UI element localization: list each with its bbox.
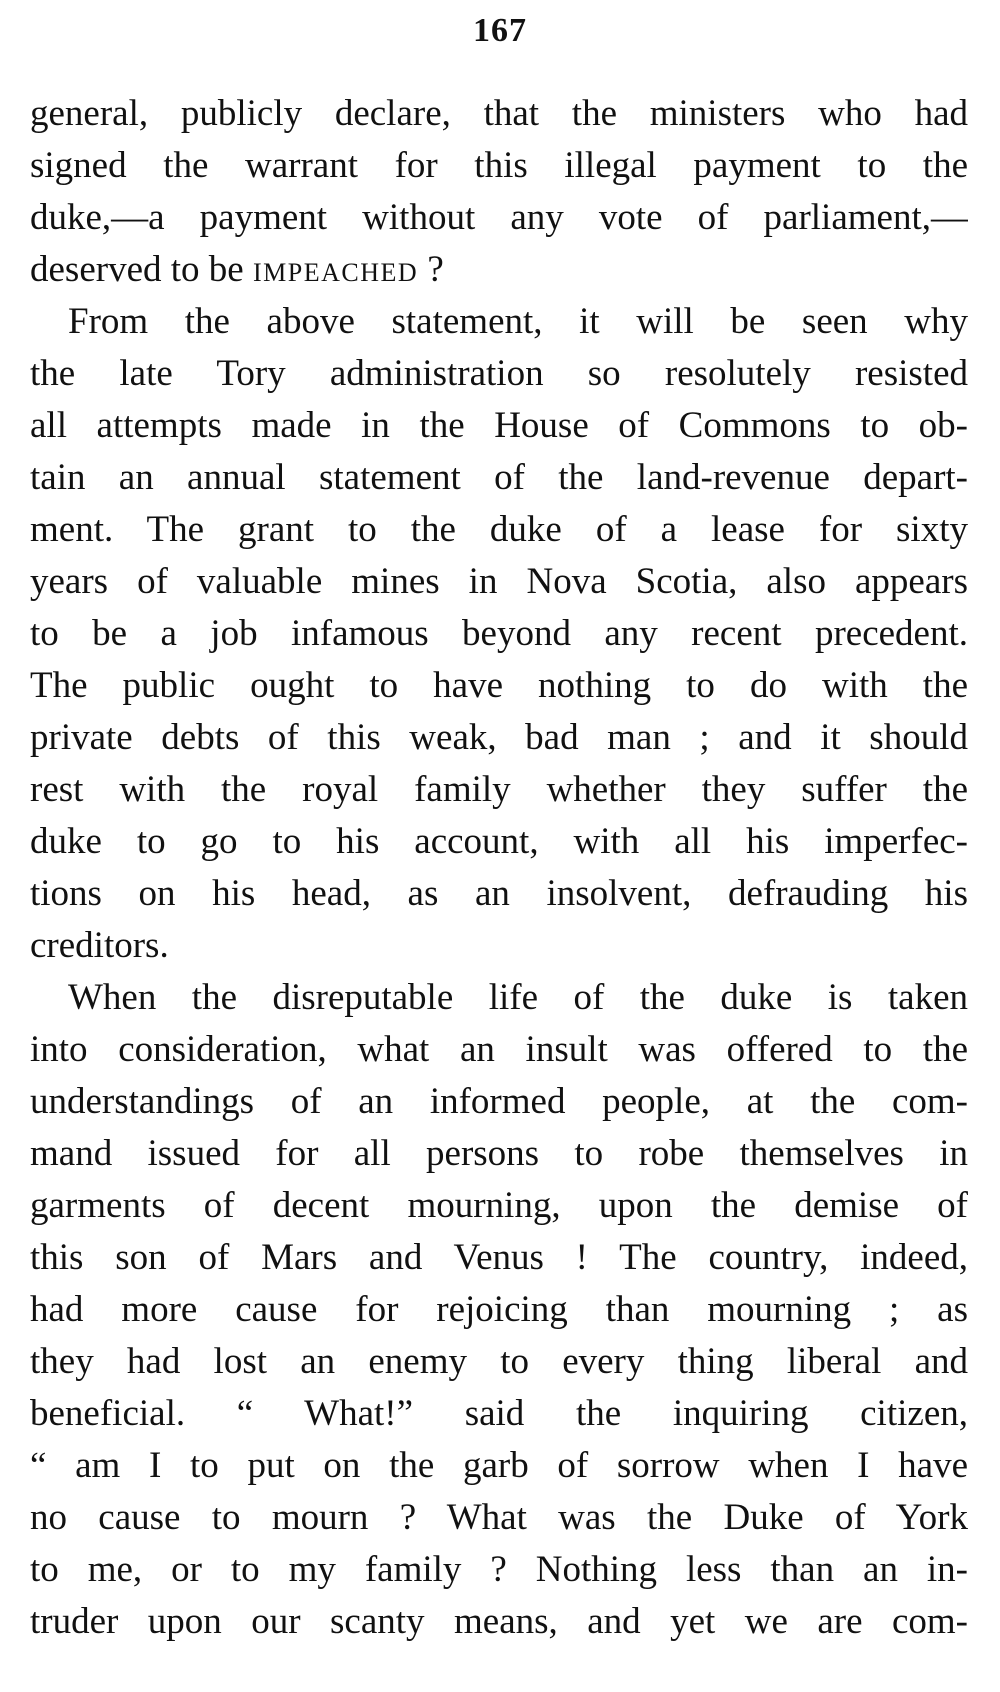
text-line: they had lost an enemy to every thing liberal and [30,1341,968,1382]
text-line: duke,—a payment without any vote of parliament,— [30,197,968,238]
text-line: duke to go to his account, with all his imperfec- [30,821,968,862]
text-line: general, publicly declare, that the ministers who had [30,93,968,134]
text-line: to me, or to my family ? Nothing less than an in- [30,1549,968,1590]
text-line: truder upon our scanty means, and yet we are com- [30,1601,968,1642]
text-line [30,244,968,296]
text-line: tain an annual statement of the land-revenue depart- [30,457,968,498]
paragraph-2 [30,296,968,972]
text-line: garments of decent mourning, upon the demise of [30,1185,968,1226]
text-line: rest with the royal family whether they suffer the [30,769,968,810]
text-line: When the disreputable life of the duke is taken [68,977,968,1018]
text-line: mand issued for all persons to robe themselves in [30,1133,968,1174]
page-number: 167 [473,12,527,49]
text-line: “ am I to put on the garb of sorrow when I have [30,1445,968,1486]
text-line: understandings of an informed people, at the com- [30,1081,968,1122]
text-line: tions on his head, as an insolvent, defrauding his [30,873,968,914]
text-line: years of valuable mines in Nova Scotia, also appears [30,561,968,602]
text-line: private debts of this weak, bad man ; and it should [30,717,968,758]
text-line: beneficial. “ What!” said the inquiring citizen, [30,1393,968,1434]
body-text [30,88,968,1648]
text-line: ment. The grant to the duke of a lease for sixty [30,509,968,550]
text-line: into consideration, what an insult was offered to the [30,1029,968,1070]
text-line: signed the warrant for this illegal payment to the [30,145,968,186]
text-line: had more cause for rejoicing than mourning ; as [30,1289,968,1330]
text-line: all attempts made in the House of Commons to ob- [30,405,968,446]
text-line: no cause to mourn ? What was the Duke of York [30,1497,968,1538]
text-line: creditors. [30,925,169,966]
text-fragment: ? [418,249,444,290]
paragraph-1 [30,88,968,296]
small-caps-word: IMPEACHED [252,258,419,287]
text-line: From the above statement, it will be seen why [68,301,968,342]
text-line: The public ought to have nothing to do with the [30,665,968,706]
text-fragment: deserved to be [30,249,253,290]
paragraph-3 [30,972,968,1648]
text-line: to be a job infamous beyond any recent precedent. [30,613,968,654]
text-line: the late Tory administration so resolutely resisted [30,353,968,394]
text-line: this son of Mars and Venus ! The country, indeed, [30,1237,968,1278]
